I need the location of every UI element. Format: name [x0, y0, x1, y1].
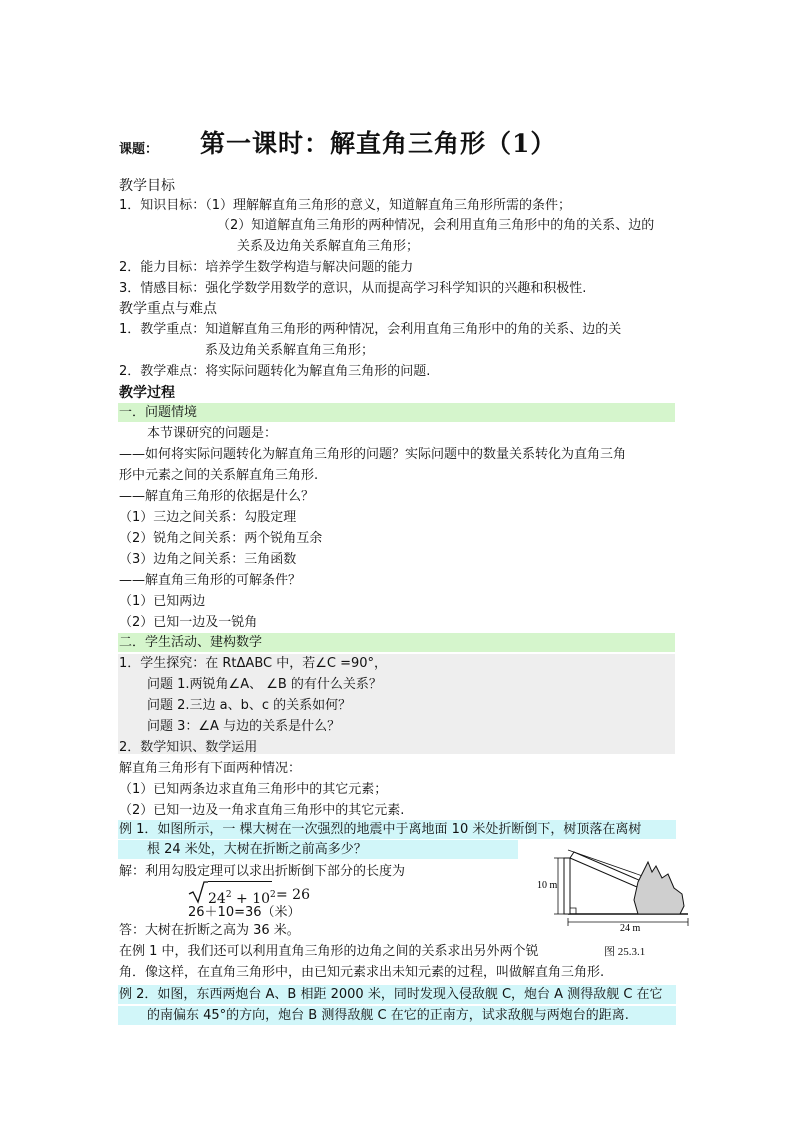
radical-sign	[188, 880, 208, 904]
tree-trunk	[564, 858, 570, 914]
objective-line: 2．能力目标：培养学生数学构造与解决问题的能力	[119, 260, 414, 275]
example-line: 例 1．如图所示，一 棵大树在一次强烈的地震中于离地面 10 米处折断倒下，树顶落在离树	[119, 822, 642, 837]
keypoint-line: 系及边角关系解直角三角形；	[205, 343, 375, 358]
formula-exponent: 2	[225, 890, 232, 900]
example-line: 的南偏东 45°的方向，炮台 B 测得敌舰 C 在它的正南方，试求敌舰与两炮台的距离.	[147, 1008, 629, 1023]
tree-figure	[534, 840, 704, 935]
paragraph-line: （2）已知一边及一锐角	[119, 615, 258, 630]
paragraph-line: 角．像这样，在直角三角形中，由已知元素求出未知元素的过程，叫做解直角三角形.	[119, 965, 605, 980]
formula-term: 24	[208, 891, 226, 907]
paragraph-line: （3）边角之间关系：三角函数	[119, 552, 297, 567]
right-angle-mark	[570, 908, 576, 914]
formula-exponent: 2	[270, 890, 276, 900]
paragraph-line: 在例 1 中，我们还可以利用直角三角形的边角之间的关系求出另外两个锐	[119, 944, 539, 959]
section-title: 一．问题情境	[119, 405, 198, 420]
answer-line: 答：大树在折断之高为 36 米。	[119, 923, 300, 938]
height-label: 10 m	[537, 880, 558, 891]
paragraph-line: （2）锐角之间关系：两个锐角互余	[119, 531, 323, 546]
keypoint-line: 1．教学重点：知道解直角三角形的两种情况，会利用直角三角形中的角的关系、边的关	[119, 322, 622, 337]
paragraph-line: ——解直角三角形的可解条件？	[119, 573, 302, 588]
objective-line: 3．情感目标：强化学数学用数学的意识，从而提高学习科学知识的兴趣和积极性.	[119, 281, 587, 296]
paragraph-line: （1）已知两条边求直角三角形中的其它元素；	[119, 782, 388, 797]
objectives-heading: 教学目标	[119, 178, 175, 194]
process-heading: 教学过程	[119, 385, 175, 401]
figure-caption: 图 25.3.1	[604, 946, 646, 958]
paragraph-line: 问题 1.两锐角∠A、 ∠B 的有什么关系？	[147, 677, 382, 692]
paragraph-line: 1．学生探究：在 RtΔABC 中，若∠C =90°，	[119, 656, 388, 671]
paragraph-line: ——解直角三角形的依据是什么？	[119, 489, 315, 504]
example-line: 根 24 米处，大树在折断之前高多少？	[147, 842, 367, 857]
section-band	[118, 403, 675, 422]
radical-bar	[208, 881, 272, 882]
formula-term: 10	[252, 891, 271, 907]
lesson-title: 第一课时：解直角三角形（1）	[200, 129, 557, 158]
paragraph-line: （1）三边之间关系：勾股定理	[119, 510, 297, 525]
paragraph-line: （2）已知一边及一角求直角三角形中的其它元素.	[119, 803, 405, 818]
formula-result: = 26	[276, 887, 310, 903]
keypoints-heading: 教学重点与难点	[119, 301, 217, 317]
base-label: 24 m	[620, 923, 641, 934]
keypoint-line: 2．教学难点：将实际问题转化为解直角三角形的问题.	[119, 364, 431, 379]
paragraph-line: ——如何将实际问题转化为解直角三角形的问题？实际问题中的数量关系转化为直角三角	[119, 447, 627, 462]
example-line: 例 2．如图，东西两炮台 A、B 相距 2000 米，同时发现入侵敌舰 C，炮台 A 测得敌舰 C 在它	[119, 987, 663, 1002]
objective-line: 1．知识目标：（1）理解解直角三角形的意义，知道解直角三角形所需的条件；	[119, 198, 572, 213]
paragraph-line: 解直角三角形有下面两种情况：	[119, 761, 302, 776]
tree-crown	[634, 862, 684, 914]
objective-line: 关系及边角关系解直角三角形；	[237, 239, 420, 254]
lesson-label: 课题：	[119, 142, 159, 157]
fallen-trunk	[570, 852, 648, 890]
paragraph-line: 本节课研究的问题是：	[147, 426, 278, 441]
paragraph-line: 问题 2.三边 a、b、c 的关系如何？	[147, 698, 352, 713]
paragraph-line: 问题 3：∠A 与边的关系是什么？	[147, 719, 341, 734]
paragraph-line: 形中元素之间的关系解直角三角形.	[119, 468, 319, 483]
solution-line: 解：利用勾股定理可以求出折断倒下部分的长度为	[119, 864, 406, 879]
paragraph-line: （1）已知两边	[119, 594, 206, 609]
paragraph-line: 2．数学知识、数学运用	[119, 740, 258, 755]
objective-line: （2）知道解直角三角形的两种情况，会利用直角三角形中的角的关系、边的	[217, 218, 655, 233]
formula-line: 26＋10=36（米）	[188, 905, 301, 920]
section-title: 二．学生活动、建构数学	[119, 635, 263, 650]
formula-operator: +	[236, 891, 248, 907]
